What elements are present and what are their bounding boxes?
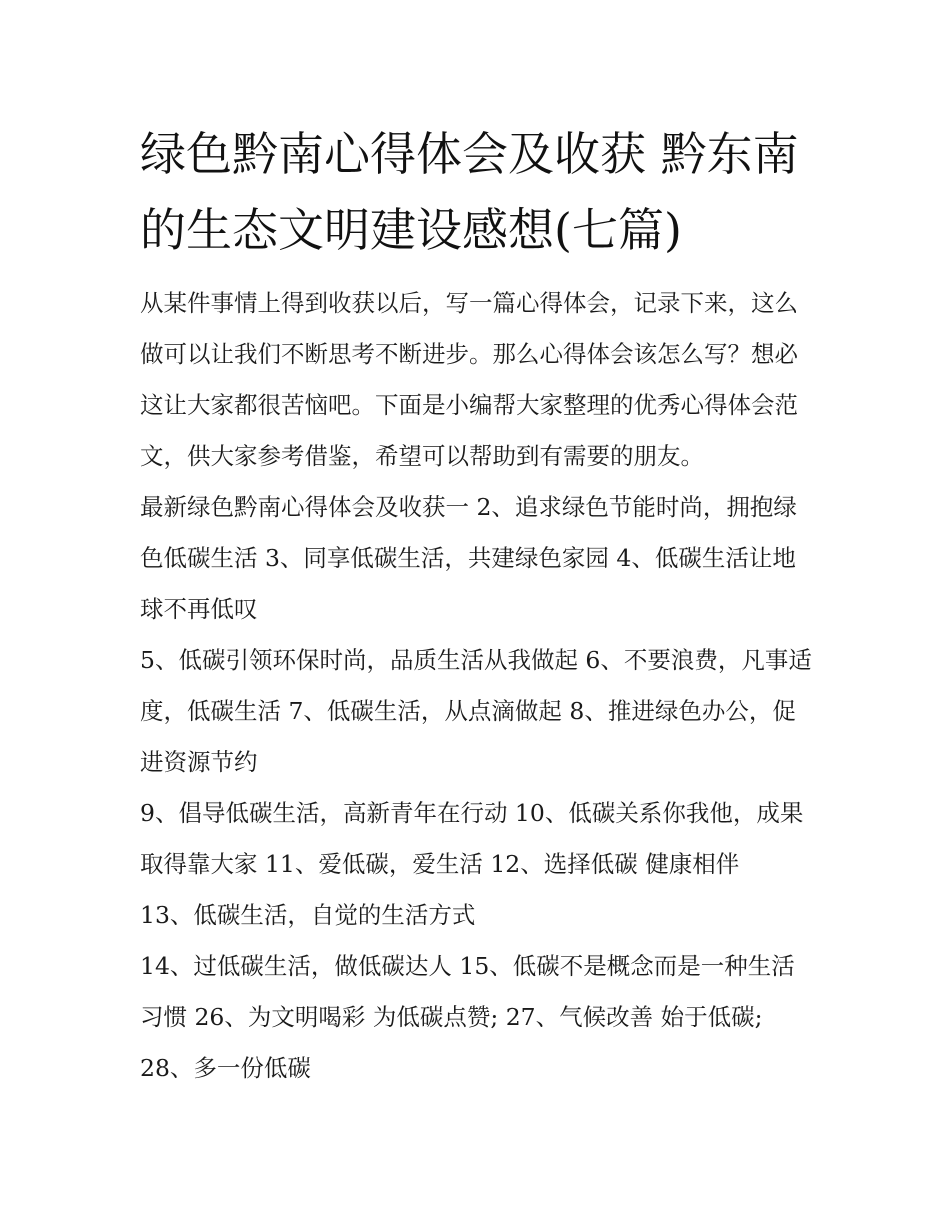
paragraph-slogans-3: 9、倡导低碳生活，高新青年在行动 10、低碳关系你我他，成果取得靠大家 11、爱低碳，爱生活 12、选择低碳 健康相伴 [140,799,804,878]
document-title: 绿色黔南心得体会及收获 黔东南的生态文明建设感想(七篇) [140,127,799,257]
paragraph-slogans-6: 28、多一份低碳 [140,1054,311,1082]
paragraph-slogans-1: 最新绿色黔南心得体会及收获一 2、追求绿色节能时尚，拥抱绿色低碳生活 3、同享低碳生活，共建绿色家园 4、低碳生活让地球不再低叹 [140,493,797,623]
document-content [140,116,812,1094]
paragraph-slogans-4: 13、低碳生活，自觉的生活方式 [140,901,476,929]
document-body [140,278,812,1094]
paragraph-slogans-2: 5、低碳引领环保时尚，品质生活从我做起 6、不要浪费，凡事适度，低碳生活 7、低碳生活，从点滴做起 8、推进绿色办公，促进资源节约 [140,646,812,776]
paragraph-intro: 从某件事情上得到收获以后，写一篇心得体会，记录下来，这么做可以让我们不断思考不断进步。那么心得体会该怎么写？想必这让大家都很苦恼吧。下面是小编帮大家整理的优秀心得体会范文，供大家参考借鉴，希望可以帮助到有需要的朋友。 [140,289,798,470]
paragraph-slogans-5: 14、过低碳生活，做低碳达人 15、低碳不是概念而是一种生活习惯 26、为文明喝彩 为低碳点赞; 27、气候改善 始于低碳; [140,952,795,1031]
